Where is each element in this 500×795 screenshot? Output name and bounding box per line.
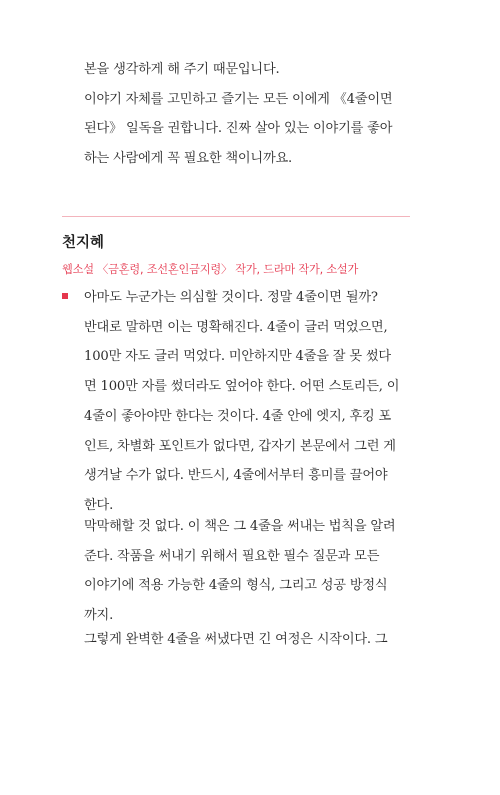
text-line: 본을 생각하게 해 주기 때문입니다. [84,62,280,77]
text-line: 인트, 차별화 포인트가 없다면, 갑자기 본문에서 그런 게 [84,438,396,454]
author-role: 웹소설 〈금혼령, 조선혼인금지령〉 작가, 드라마 작가, 소설가 [62,263,359,276]
text-line: 생겨날 수가 없다. 반드시, 4줄에서부터 흥미를 끌어야 [84,468,388,484]
text-line: 4줄이 좋아야만 한다는 것이다. 4줄 안에 엣지, 후킹 포 [84,408,392,424]
review-paragraph-2 [84,512,414,631]
review-paragraph-3 [84,625,414,655]
text-line: 이야기에 적용 가능한 4줄의 형식, 그리고 성공 방정식 [84,578,388,594]
text-line: 반대로 말하면 이는 명확해진다. 4줄이 글러 먹었으면, [84,319,388,335]
text-line: 이야기 자체를 고민하고 즐기는 모든 이에게 《4줄이면 [84,91,393,107]
bullet-square-icon [62,293,68,299]
intro-paragraph [84,55,414,174]
text-line: 그렇게 완벽한 4줄을 써냈다면 긴 여정은 시작이다. 그 [84,632,388,647]
text-line: 막막해할 것 없다. 이 책은 그 4줄을 써내는 법칙을 알려 [84,519,396,534]
text-line: 된다》 일독을 권합니다. 진짜 살아 있는 이야기를 좋아 [84,121,393,137]
text-line: 면 100만 자를 썼더라도 엎어야 한다. 어떤 스토리든, 이 [84,379,400,395]
text-line: 100만 자도 글러 먹었다. 미안하지만 4줄을 잘 못 썼다 [84,349,391,365]
author-name: 천지혜 [62,235,105,251]
text-line: 하는 사람에게 꼭 필요한 책이니까요. [84,151,293,167]
section-divider [62,216,410,217]
text-line: 아마도 누군가는 의심할 것이다. 정말 4줄이면 될까? [84,290,378,305]
review-paragraph-1 [84,283,414,521]
text-line: 까지. [84,608,114,624]
text-line: 한다. [84,497,114,513]
text-line: 준다. 작품을 써내기 위해서 필요한 필수 질문과 모든 [84,548,380,564]
